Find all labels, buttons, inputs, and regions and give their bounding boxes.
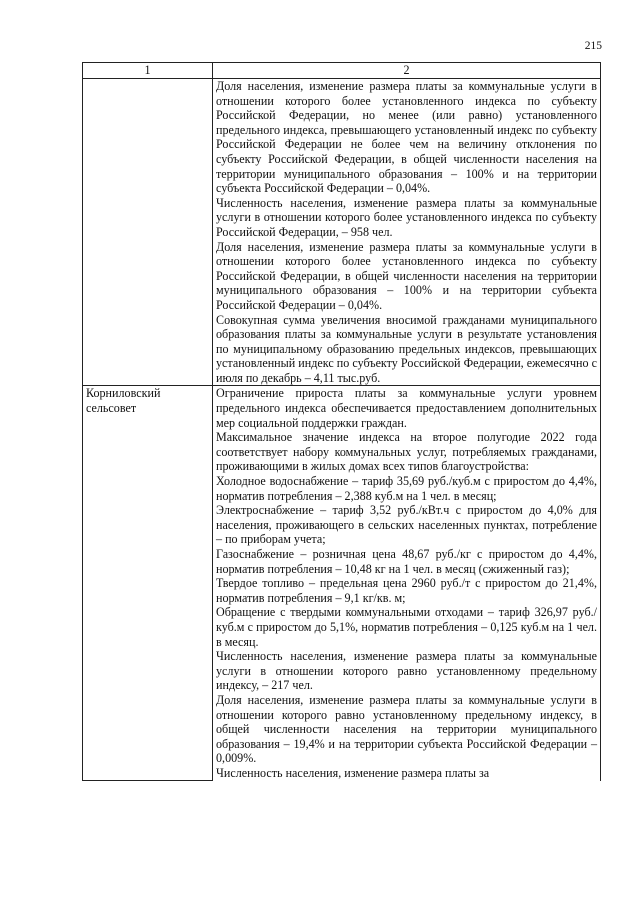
column-header-2: 2 (213, 63, 601, 79)
paragraph: Численность населения, изменение размера платы за коммунальные услуги в отношении которого более установленного индекса по субъекту Российской Федерации, – 958 чел. (216, 195, 597, 239)
paragraph: Обращение с твердыми коммунальными отходами – тариф 326,97 руб./куб.м с приростом до 5,1%, норматив потребления – 0,125 куб.м на 1 чел. в месяц. (216, 605, 597, 649)
paragraph: Электроснабжение – тариф 3,52 руб./кВт.ч с приростом до 4,0% для населения, проживающего в сельских населенных пунктах, потребление – по приборам учета; (216, 503, 597, 547)
paragraph: Ограничение прироста платы за коммунальные услуги уровнем предельного индекса обеспечивается предоставлением дополнительных мер социальной поддержки граждан. (216, 386, 597, 430)
content-cell (213, 386, 601, 781)
table-row (83, 79, 601, 386)
paragraph: Численность населения, изменение размера платы за коммунальные услуги в отношении которого равно установленному предельному индексу, – 217 чел. (216, 649, 597, 693)
content-cell (213, 79, 601, 386)
table-row (83, 386, 601, 781)
paragraph: Максимальное значение индекса на второе полугодие 2022 года соответствует набору коммунальных услуг, потребляемых гражданами, проживающими в жилых домах всех типов благоустройства: (216, 430, 597, 474)
municipality-cell: Корниловский сельсовет (83, 386, 213, 781)
table-header-row (83, 63, 601, 79)
column-header-1: 1 (83, 63, 213, 79)
paragraph: Доля населения, изменение размера платы за коммунальные услуги в отношении которого равно установленному предельному индексу, в общей численности населения на территории муниципального образования – 19,4% и на территории субъекта Российской Федерации – 0,009%. (216, 692, 597, 766)
page-number: 215 (584, 40, 602, 52)
paragraph: Твердое топливо – предельная цена 2960 руб./т с приростом до 21,4%, норматив потребления – 9,1 кг/кв. м; (216, 576, 597, 605)
paragraph: Совокупная сумма увеличения вносимой гражданами муниципального образования платы за коммунальные услуги в результате установления по муниципальному образованию предельных индексов, превышающих установленный индекс по субъекту Российской Федерации, ежемесячно с июля по декабрь – 4,11 тыс.руб. (216, 312, 597, 385)
paragraph: Доля населения, изменение размера платы за коммунальные услуги в отношении которого более установленного индекса по субъекту Российской Федерации, но менее (или равно) установленного предельного индекса, превышающего установленный индекс по субъекту Российской Федерации не более чем на величину отклонения по субъекту Российской Федерации, в общей численности населения на территории муниципального образования – 100% и на территории субъекта Российской Федерации – 0,04%. (216, 79, 597, 196)
municipality-cell (83, 79, 213, 386)
data-table (82, 62, 601, 781)
paragraph: Доля населения, изменение размера платы за коммунальные услуги в отношении которого более установленного индекса по субъекту Российской Федерации, в общей численности населения на территории муниципального образования – 100% и на территории субъекта Российской Федерации – 0,04%. (216, 239, 597, 312)
paragraph: Холодное водоснабжение – тариф 35,69 руб./куб.м с приростом до 4,4%, норматив потребления – 2,388 куб.м на 1 чел. в месяц; (216, 474, 597, 503)
paragraph: Газоснабжение – розничная цена 48,67 руб./кг с приростом до 4,4%, норматив потребления – 10,48 кг на 1 чел. в месяц (сжиженный газ); (216, 547, 597, 576)
paragraph: Численность населения, изменение размера платы за (216, 765, 490, 780)
